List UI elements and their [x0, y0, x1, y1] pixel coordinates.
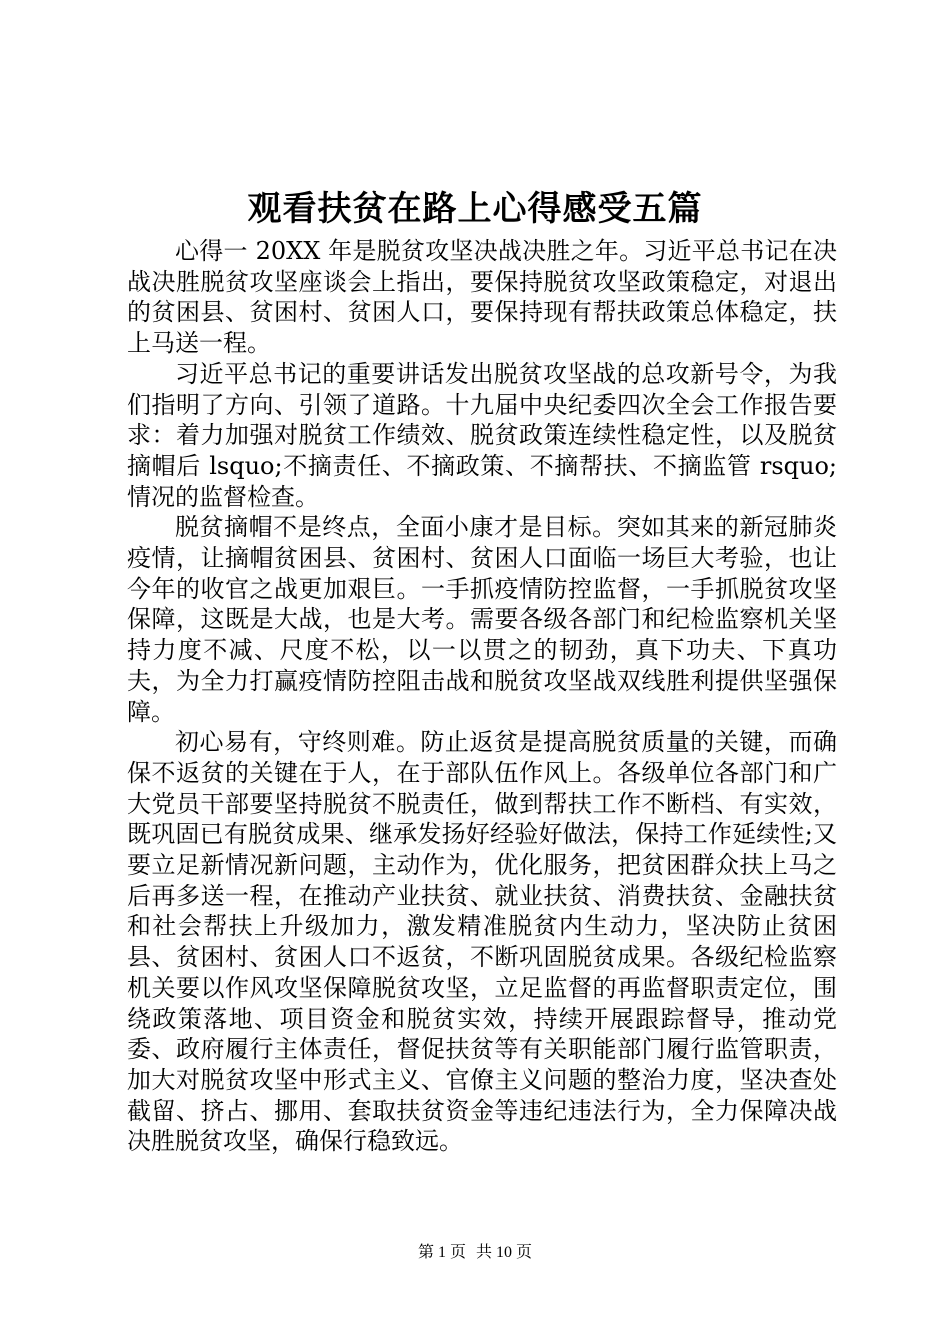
paragraph-4: 初心易有，守终则难。防止返贫是提高脱贫质量的关键，而确保不返贫的关键在于人，在于部队伍作风上。各级单位各部门和广大党员干部要坚持脱贫不脱责任，做到帮扶工作不断档、有实效，既巩固已有脱贫成果、继承发扬好经验好做法，保持工作延续性;又要立足新情况新问题，主动作为，优化服务，把贫困群众扶上马之后再多送一程，在推动产业扶贫、就业扶贫、消费扶贫、金融扶贫和社会帮扶上升级加力，激发精准脱贫内生动力，坚决防止贫困县、贫困村、贫困人口不返贫，不断巩固脱贫成果。各级纪检监察机关要以作风攻坚保障脱贫攻坚，立足监督的再监督职责定位，围绕政策落地、项目资金和脱贫实效，持续开展跟踪督导，推动党委、政府履行主体责任，督促扶贫等有关职能部门履行监管职责，加大对脱贫攻坚中形式主义、官僚主义问题的整治力度，坚决查处截留、挤占、挪用、套取扶贫资金等违纪违法行为，全力保障决战决胜脱贫攻坚，确保行稳致远。: [127, 728, 837, 1156]
page-footer: [0, 1242, 950, 1264]
paragraph-1: 心得一 20XX 年是脱贫攻坚决战决胜之年。习近平总书记在决战决胜脱贫攻坚座谈会上指出，要保持脱贫攻坚政策稳定，对退出的贫困县、贫困村、贫困人口，要保持现有帮扶政策总体稳定，扶上马送一程。: [127, 237, 837, 358]
page-number: 第 1 页: [417, 1244, 466, 1261]
paragraph-3: 脱贫摘帽不是终点，全面小康才是目标。突如其来的新冠肺炎疫情，让摘帽贫困县、贫困村、贫困人口面临一场巨大考验，也让今年的收官之战更加艰巨。一手抓疫情防控监督，一手抓脱贫攻坚保障，这既是大战，也是大考。需要各级各部门和纪检监察机关坚持力度不减、尺度不松，以一以贯之的韧劲，真下功夫、下真功夫，为全力打赢疫情防控阻击战和脱贫攻坚战双线胜利提供坚强保障。: [127, 513, 837, 726]
page-total: 共 10 页: [476, 1244, 533, 1261]
paragraph-2: 习近平总书记的重要讲话发出脱贫攻坚战的总攻新号令，为我们指明了方向、引领了道路。十九届中央纪委四次全会工作报告要求：着力加强对脱贫工作绩效、脱贫政策连续性稳定性，以及脱贫摘帽后 lsquo;不摘责任、不摘政策、不摘帮扶、不摘监管 rsquo;情况的监督检查。: [127, 359, 837, 511]
document-body: [127, 236, 837, 1157]
document-title: 观看扶贫在路上心得感受五篇: [247, 189, 703, 229]
